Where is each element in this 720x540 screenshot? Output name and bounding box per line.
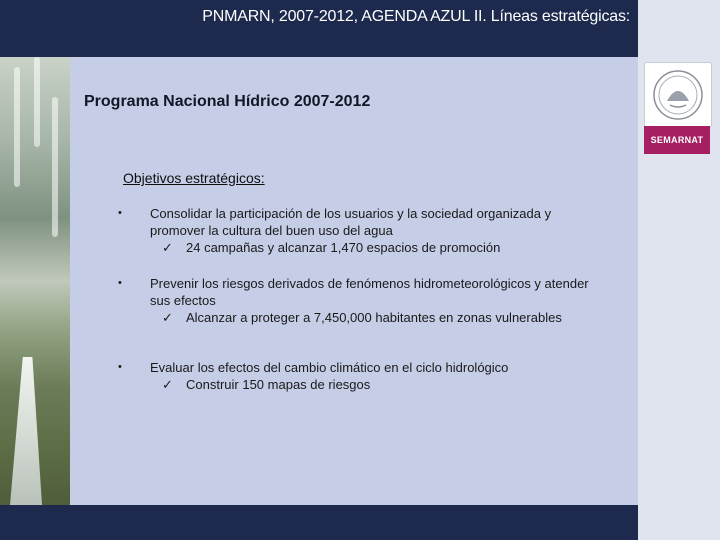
bullet-icon: • xyxy=(118,207,122,219)
slide-title: PNMARN, 2007-2012, AGENDA AZUL II. Líneas estratégicas: xyxy=(202,8,630,25)
objective-subitem xyxy=(162,239,608,256)
slide-content xyxy=(70,57,638,505)
mexico-seal-icon xyxy=(644,62,712,128)
objective-text: Consolidar la participación de los usuarios y la sociedad organizada y promover la cultura del buen uso del agua xyxy=(150,206,552,238)
waterfall-shape xyxy=(10,357,42,505)
objective-text: Evaluar los efectos del cambio climático en el ciclo hidrológico xyxy=(150,360,509,375)
objective-item xyxy=(118,359,608,393)
footer-bar xyxy=(0,505,638,540)
bullet-icon: • xyxy=(118,361,122,373)
objective-subitem-text: Construir 150 mapas de riesgos xyxy=(186,377,371,392)
objective-item xyxy=(118,205,608,256)
semarnat-logo: SEMARNAT xyxy=(644,126,710,154)
header-bar xyxy=(0,0,639,57)
water-streak xyxy=(52,97,58,237)
water-streak xyxy=(14,67,20,187)
objective-subitem-text: 24 campañas y alcanzar 1,470 espacios de promoción xyxy=(186,240,501,255)
objective-item xyxy=(118,275,608,326)
objectives-heading: Objetivos estratégicos: xyxy=(123,170,265,186)
checkmark-icon: ✓ xyxy=(162,377,173,392)
waterfall-photo xyxy=(0,57,70,505)
objective-subitem-text: Alcanzar a proteger a 7,450,000 habitantes en zonas vulnerables xyxy=(186,310,562,325)
program-title: Programa Nacional Hídrico 2007-2012 xyxy=(84,93,371,110)
objective-text: Prevenir los riesgos derivados de fenómenos hidrometeorológicos y atender sus efectos xyxy=(150,276,589,308)
objective-subitem xyxy=(162,376,608,393)
bullet-icon: • xyxy=(118,277,122,289)
checkmark-icon: ✓ xyxy=(162,310,173,325)
checkmark-icon: ✓ xyxy=(162,240,173,255)
objective-subitem xyxy=(162,309,608,326)
water-streak xyxy=(34,57,40,147)
